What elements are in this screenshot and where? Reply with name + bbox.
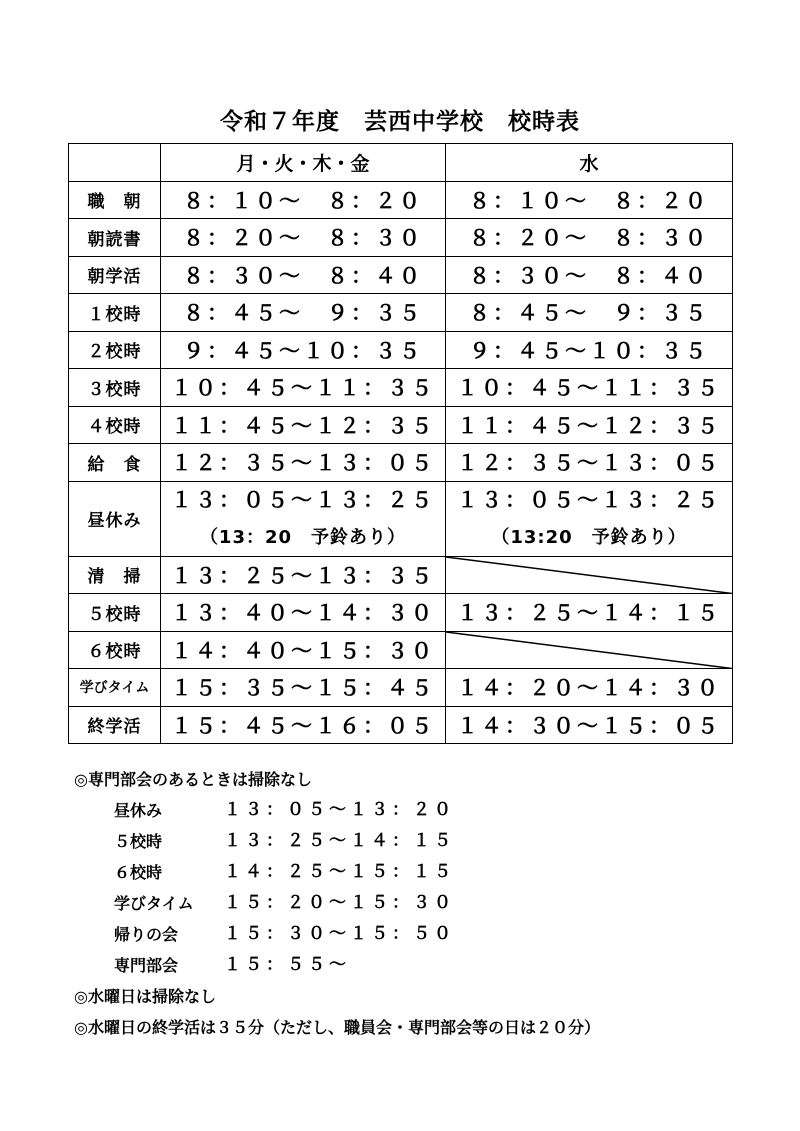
row-label: ６校時 — [69, 631, 161, 669]
time-cell: １４：３０〜１５：０５ — [446, 706, 733, 744]
wednesday-homeroom-note: ◎水曜日の終学活は３５分（ただし、職員会・専門部会等の日は２０分） — [74, 1018, 600, 1037]
time-cell: １４：４０〜１５：３０ — [161, 631, 446, 669]
time-text: １３：０５〜１３：２５ — [457, 487, 721, 512]
time-cell — [161, 481, 446, 556]
row-label: ２校時 — [69, 331, 161, 369]
time-cell: １０：４５〜１１：３５ — [161, 369, 446, 407]
club-schedule-row — [74, 857, 774, 888]
bell-note: （13:20 予鈴あり） — [491, 526, 687, 548]
notes-section — [74, 764, 774, 1043]
header-wed: 水 — [446, 144, 733, 182]
time-cell: １２：３５〜１３：０５ — [161, 444, 446, 482]
club-row-label: 学びタイム — [114, 894, 194, 913]
row-label: 給 食 — [69, 444, 161, 482]
row-label: ５校時 — [69, 594, 161, 632]
time-cell: ８：１０〜 ８：２０ — [446, 181, 733, 219]
row-label: ４校時 — [69, 406, 161, 444]
table-row — [69, 669, 733, 707]
table-row — [69, 594, 733, 632]
time-cell: １３：２５〜１３：３５ — [161, 556, 446, 594]
time-cell: ８：４５〜 ９：３５ — [161, 294, 446, 332]
club-schedule-row — [74, 795, 774, 826]
table-row — [69, 219, 733, 257]
club-row-label: ５校時 — [114, 832, 163, 851]
diagonal-line — [446, 557, 732, 594]
table-row — [69, 181, 733, 219]
time-cell: ９：４５〜１０：３５ — [446, 331, 733, 369]
time-cell: ８：２０〜 ８：３０ — [161, 219, 446, 257]
time-cell: １０：４５〜１１：３５ — [446, 369, 733, 407]
time-text: １３：０５〜１３：２５ — [171, 487, 435, 512]
club-row-time: １３：０５〜１３：２０ — [224, 800, 455, 820]
club-schedule-row — [74, 950, 774, 981]
diagonal-line — [446, 632, 732, 669]
table-row — [69, 294, 733, 332]
empty-slash-cell — [446, 556, 733, 594]
wednesday-cleaning-note: ◎水曜日は掃除なし — [74, 987, 216, 1006]
time-cell: １４：２０〜１４：３０ — [446, 669, 733, 707]
row-label: 学びタイム — [69, 669, 161, 707]
table-row — [69, 481, 733, 556]
table-row — [69, 706, 733, 744]
page-title: 令和７年度 芸西中学校 校時表 — [220, 109, 580, 135]
time-cell: １１：４５〜１２：３５ — [161, 406, 446, 444]
club-row-label: ６校時 — [114, 863, 163, 882]
time-cell: ９：４５〜１０：３５ — [161, 331, 446, 369]
row-label: 終学活 — [69, 706, 161, 744]
club-row-time: １５：２０〜１５：３０ — [224, 893, 455, 913]
row-label: 朝学活 — [69, 256, 161, 294]
header-row — [69, 144, 733, 182]
row-label: ３校時 — [69, 369, 161, 407]
table-row — [69, 369, 733, 407]
table-row — [69, 331, 733, 369]
row-label: 職 朝 — [69, 181, 161, 219]
time-cell: ８：２０〜 ８：３０ — [446, 219, 733, 257]
header-corner — [69, 144, 161, 182]
club-row-label: 昼休み — [114, 801, 163, 820]
time-cell: １３：４０〜１４：３０ — [161, 594, 446, 632]
club-row-label: 専門部会 — [114, 956, 179, 975]
club-row-label: 帰りの会 — [114, 925, 179, 944]
club-row-time: １５：３０〜１５：５０ — [224, 924, 455, 944]
club-row-time: １５：５５〜 — [224, 955, 350, 975]
row-label: 朝読書 — [69, 219, 161, 257]
bell-note: （13：20 予鈴あり） — [199, 526, 407, 548]
table-row — [69, 631, 733, 669]
table-row — [69, 256, 733, 294]
time-cell: ８：１０〜 ８：２０ — [161, 181, 446, 219]
club-schedule-row — [74, 826, 774, 857]
club-schedule-row — [74, 919, 774, 950]
club-row-time: １４：２５〜１５：１５ — [224, 862, 455, 882]
schedule-table — [68, 143, 733, 744]
time-cell: １１：４５〜１２：３５ — [446, 406, 733, 444]
table-row — [69, 556, 733, 594]
time-cell: １２：３５〜１３：０５ — [446, 444, 733, 482]
time-cell: １３：２５〜１４：１５ — [446, 594, 733, 632]
row-label: 清 掃 — [69, 556, 161, 594]
club-schedule-row — [74, 888, 774, 919]
row-label: １校時 — [69, 294, 161, 332]
time-cell: ８：３０〜 ８：４０ — [446, 256, 733, 294]
time-cell: １５：４５〜１６：０５ — [161, 706, 446, 744]
table-row — [69, 406, 733, 444]
empty-slash-cell — [446, 631, 733, 669]
club-note-heading: ◎専門部会のあるときは掃除なし — [74, 770, 312, 789]
table-row — [69, 444, 733, 482]
time-cell — [446, 481, 733, 556]
club-row-time: １３：２５〜１４：１５ — [224, 831, 455, 851]
time-cell: ８：４５〜 ９：３５ — [446, 294, 733, 332]
header-mon-tue-thu-fri: 月・火・木・金 — [161, 144, 446, 182]
time-cell: １５：３５〜１５：４５ — [161, 669, 446, 707]
time-cell: ８：３０〜 ８：４０ — [161, 256, 446, 294]
row-label: 昼休み — [69, 481, 161, 556]
